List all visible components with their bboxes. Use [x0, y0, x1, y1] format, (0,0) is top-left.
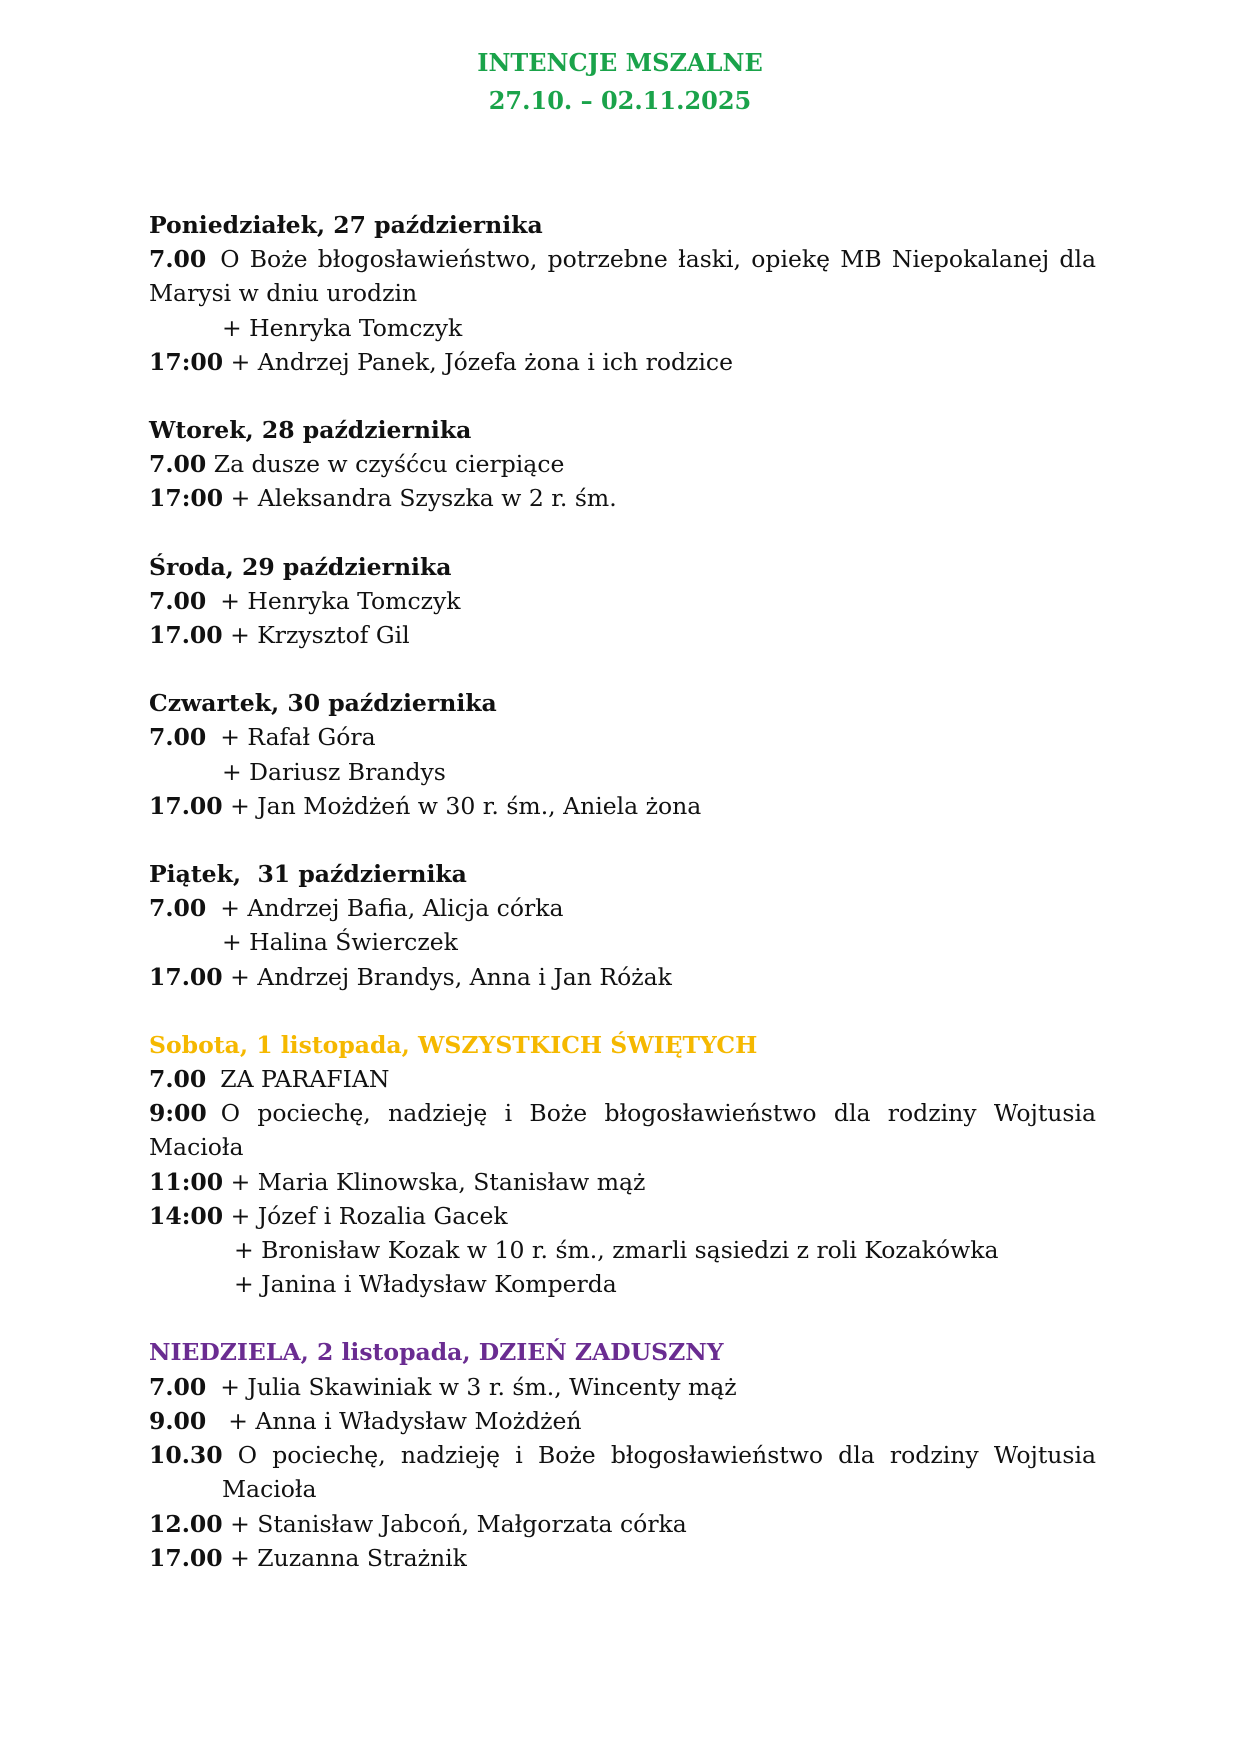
intention-line: [149, 1199, 1096, 1233]
day-title: Czwartek, 30 października: [149, 689, 497, 718]
intention-text: + Andrzej Bafia, Alicja córka: [220, 894, 564, 923]
mass-time: 17.00: [149, 791, 223, 820]
mass-time: 7.00: [149, 723, 207, 752]
day-tuesday: [149, 413, 1096, 516]
intention-line: [149, 242, 1096, 310]
intention-text: + Zuzanna Strażnik: [230, 1543, 467, 1572]
intention-text: O Boże błogosławieństwo, potrzebne łaski, opiekę MB Niepokalanej dla Marysi w dniu urodzin: [149, 245, 1096, 308]
page-title: INTENCJE MSZALNE: [477, 48, 763, 77]
mass-time: 7.00: [149, 245, 207, 274]
date-range: 27.10. – 02.11.2025: [488, 86, 752, 115]
intention-line: [149, 1267, 1096, 1301]
intention-text: ZA PARAFIAN: [220, 1065, 390, 1094]
intentions-list: [149, 208, 1096, 1609]
intention-text: + Rafał Góra: [220, 723, 376, 752]
mass-time: 17.00: [149, 1543, 223, 1572]
intention-text: + Krzysztof Gil: [230, 621, 410, 650]
intention-line: [149, 1541, 1096, 1575]
mass-time: 7.00: [149, 894, 207, 923]
intention-text: + Aleksandra Szyszka w 2 r. śm.: [230, 484, 617, 513]
mass-time: 7.00: [149, 1372, 207, 1401]
intention-line: [149, 1165, 1096, 1199]
intention-text: + Jan Możdżeń w 30 r. śm., Aniela żona: [230, 791, 702, 820]
day-friday: [149, 857, 1096, 994]
intention-line: [149, 1062, 1096, 1096]
intention-line: [149, 755, 1096, 789]
day-title: Środa, 29 października: [149, 552, 452, 581]
intention-line: [149, 1472, 1096, 1506]
intention-line: [149, 1370, 1096, 1404]
day-title: Wtorek, 28 października: [149, 416, 472, 445]
intention-line: [149, 789, 1096, 823]
mass-time: 12.00: [149, 1509, 223, 1538]
mass-time: 17:00: [149, 484, 224, 513]
intention-line: [149, 481, 1096, 515]
day-saturday: [149, 1028, 1096, 1302]
intention-line: [149, 1233, 1096, 1267]
mass-time: 17.00: [149, 621, 223, 650]
mass-time: 11:00: [149, 1167, 224, 1196]
intention-text: O pociechę, nadzieję i Boże błogosławieństwo dla rodziny Wojtusia: [237, 1441, 1096, 1470]
intention-line: [149, 1404, 1096, 1438]
intention-line: [149, 618, 1096, 652]
intention-line: [149, 447, 1096, 481]
intention-line: [149, 311, 1096, 345]
intention-text: + Andrzej Panek, Józefa żona i ich rodzice: [230, 347, 733, 376]
intention-text: + Henryka Tomczyk: [222, 313, 463, 342]
mass-time: 10.30: [149, 1441, 223, 1470]
intention-text: + Anna i Władysław Możdżeń: [228, 1406, 582, 1435]
intention-text: Macioła: [222, 1475, 317, 1504]
mass-time: 7.00: [149, 586, 207, 615]
intention-text: + Maria Klinowska, Stanisław mąż: [230, 1167, 646, 1196]
intention-line: [149, 1438, 1096, 1472]
intention-line: [149, 1096, 1096, 1164]
intention-line: [149, 960, 1096, 994]
intention-text: + Stanisław Jabcoń, Małgorzata córka: [230, 1509, 687, 1538]
day-title: NIEDZIELA, 2 listopada, DZIEŃ ZADUSZNY: [149, 1338, 724, 1367]
mass-time: 7.00: [149, 450, 207, 479]
intention-line: [149, 891, 1096, 925]
intention-text: + Bronisław Kozak w 10 r. śm., zmarli sąsiedzi z roli Kozakówka: [234, 1236, 999, 1265]
intention-text: + Andrzej Brandys, Anna i Jan Różak: [230, 962, 672, 991]
day-monday: [149, 208, 1096, 379]
mass-time: 9:00: [149, 1099, 207, 1128]
intention-text: O pociechę, nadzieję i Boże błogosławieństwo dla rodziny Wojtusia Macioła: [149, 1099, 1096, 1162]
mass-time: 17.00: [149, 962, 223, 991]
intention-text: + Julia Skawiniak w 3 r. śm., Wincenty mąż: [220, 1372, 737, 1401]
mass-time: 9.00: [149, 1406, 207, 1435]
mass-time: 14:00: [149, 1201, 224, 1230]
mass-time: 17:00: [149, 347, 224, 376]
day-title: Sobota, 1 listopada, WSZYSTKICH ŚWIĘTYCH: [149, 1030, 758, 1059]
intention-text: Za dusze w czyśćcu cierpiące: [213, 450, 565, 479]
intention-line: [149, 720, 1096, 754]
intention-text: + Henryka Tomczyk: [220, 586, 461, 615]
day-thursday: [149, 686, 1096, 823]
intention-line: [149, 1507, 1096, 1541]
intention-text: + Janina i Władysław Komperda: [234, 1270, 617, 1299]
intention-line: [149, 584, 1096, 618]
intention-text: + Halina Świerczek: [222, 928, 458, 957]
day-title: Poniedziałek, 27 października: [149, 211, 543, 239]
day-title: Piątek, 31 października: [149, 860, 467, 889]
intention-text: + Dariusz Brandys: [222, 757, 446, 786]
intention-text: + Józef i Rozalia Gacek: [230, 1201, 508, 1230]
intention-line: [149, 345, 1096, 379]
intention-line: [149, 925, 1096, 959]
day-wednesday: [149, 550, 1096, 653]
mass-time: 7.00: [149, 1065, 207, 1094]
day-sunday: [149, 1335, 1096, 1574]
